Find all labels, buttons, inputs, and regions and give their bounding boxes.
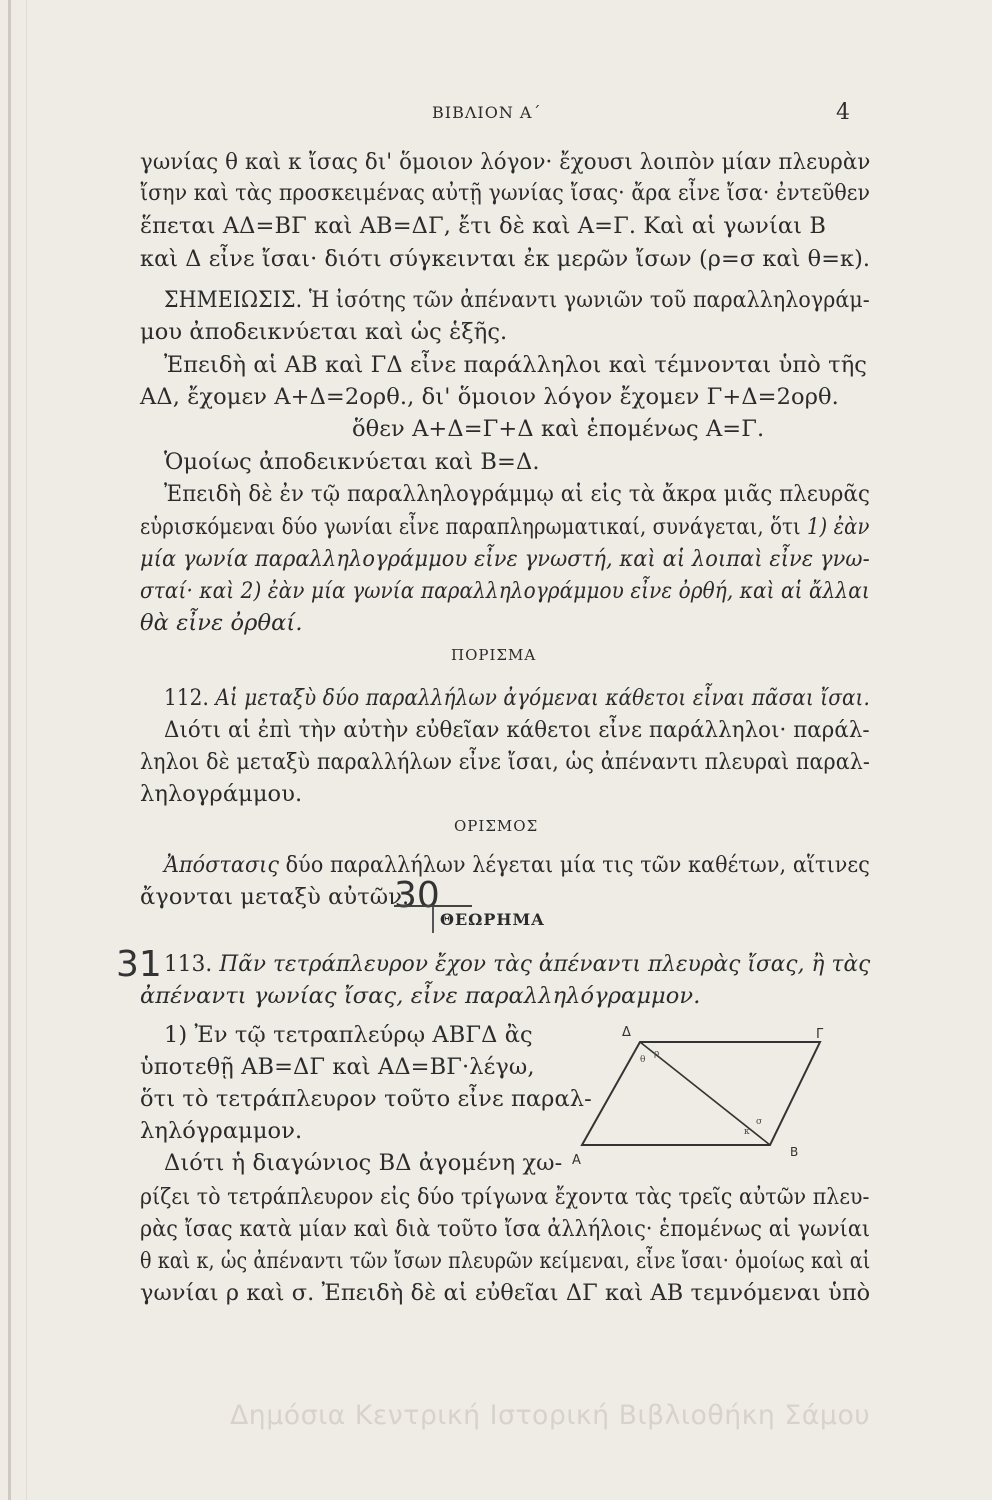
text-line: 1) Ἐν τῷ τετραπλεύρῳ ΑΒΓΔ ἂς (164, 1022, 533, 1048)
text-line: ληλοι δὲ μεταξὺ παραλλήλων εἶνε ἴσαι, ὡς ἀπέναντι πλευραὶ παραλ- (140, 749, 870, 775)
text-line: ἄγονται μεταξὺ αὐτῶν. (140, 884, 410, 910)
text-line: ληλόγραμμον. (140, 1118, 303, 1144)
parallelogram-figure (560, 1020, 850, 1170)
angle-label-rho: ρ (654, 1049, 660, 1059)
text-line: Ὁμοίως ἀποδεικνύεται καὶ Β=Δ. (164, 449, 540, 475)
angle-label-sigma: σ (756, 1117, 763, 1127)
text-line: γωνίαι ρ καὶ σ. Ἐπειδὴ δὲ αἱ εὐθεῖαι ΔΓ καὶ ΑΒ τεμνόμεναι ὑπὸ (140, 1280, 871, 1306)
text-line: μου ἀποδεικνύεται καὶ ὡς ἑξῆς. (140, 319, 508, 345)
library-watermark: Δημόσια Κεντρική Ιστορική Βιβλιοθήκη Σάμου (230, 1400, 871, 1431)
text-line: ρίζει τὸ τετράπλευρον εἰς δύο τρίγωνα ἔχοντα τὰς τρεῖς αὐτῶν πλευ- (140, 1184, 870, 1210)
text-run: δύο παραλλήλων λέγεται μία τις τῶν καθέτων, αἵτινες (278, 852, 870, 878)
text-line: Διότι ἡ διαγώνιος ΒΔ ἀγομένη χω- (164, 1150, 563, 1176)
text-line (164, 852, 870, 878)
running-header: ΒΙΒΛΙΟΝ Α΄ (432, 103, 542, 122)
text-line: ὅθεν Α+Δ=Γ+Δ καὶ ἑπομένως Α=Γ. (352, 416, 765, 442)
text-line: ληλογράμμου. (140, 781, 303, 807)
text-line: ΑΔ, ἔχομεν Α+Δ=2ορθ., δι' ὅμοιον λόγον ἔχομεν Γ+Δ=2ορθ. (140, 384, 839, 410)
diagonal-bd (640, 1042, 770, 1145)
handwritten-mark (432, 907, 434, 933)
text-line: ρὰς ἴσας κατὰ μίαν καὶ διὰ τοῦτο ἴσα ἀλλήλοις· ἑπομένως αἱ γωνίαι (140, 1216, 871, 1242)
text-line: Ἐπειδὴ αἱ ΑΒ καὶ ΓΔ εἶνε παράλληλοι καὶ τέμνονται ὑπὸ τῆς (164, 352, 868, 378)
text-line: ἴσην καὶ τὰς προσκειμένας αὐτῇ γωνίας ἴσας· ἄρα εἶνε ἴσα· ἐντεῦθεν (140, 180, 871, 206)
text-line: ἕπεται ΑΔ=ΒΓ καὶ ΑΒ=ΔΓ, ἔτι δὲ καὶ Α=Γ. Καὶ αἱ γωνίαι Β (140, 213, 826, 239)
article-number: 113. (164, 951, 213, 977)
text-line: Ἐπειδὴ δὲ ἐν τῷ παραλληλογράμμῳ αἱ εἰς τὰ ἄκρα μιᾶς πλευρᾶς (164, 481, 870, 507)
section-heading-theorima: ΘΕΩΡΗΜΑ (440, 910, 545, 929)
angle-label-theta: θ (640, 1055, 646, 1065)
handwritten-annotation: 30 (394, 875, 440, 916)
theorem-statement: Πᾶν τετράπλευρον ἔχον τὰς ἀπέναντι πλευρὰς ἴσας, ἢ τὰς (219, 951, 871, 977)
text-line-italic: σταί· καὶ 2) ἐὰν μία γωνία παραλληλογράμμου εἶνε ὀρθή, καὶ αἱ ἄλλαι (140, 578, 870, 604)
text-run-italic: 1) ἐὰν (800, 514, 870, 540)
section-heading-porisma: ΠΟΡΙΣΜΑ (451, 646, 537, 664)
section-heading-orismos: ΟΡΙΣΜΟΣ (454, 817, 539, 835)
defined-term: Ἀπόστασις (164, 852, 279, 878)
text-line: ὑποτεθῇ ΑΒ=ΔΓ καὶ ΑΔ=ΒΓ·λέγω, (140, 1054, 535, 1080)
corollary-statement: Αἱ μεταξὺ δύο παραλλήλων ἀγόμεναι κάθετοι εἶναι πᾶσαι ἴσαι. (215, 685, 870, 711)
article-number: 112. (164, 685, 209, 711)
text-line-italic: θὰ εἶνε ὀρθαί. (140, 610, 303, 636)
text-line-italic: μία γωνία παραλληλογράμμου εἶνε γνωστή, καὶ αἱ λοιπαὶ εἶνε γνω- (140, 546, 870, 572)
note-heading-line: ΣΗΜΕΙΩΣΙΣ. Ἡ ἰσότης τῶν ἀπέναντι γωνιῶν τοῦ παραλληλογράμ- (164, 287, 870, 313)
text-line: γωνίας θ καὶ κ ἴσας δι' ὅμοιον λόγον· ἔχουσι λοιπὸν μίαν πλευρὰν (140, 149, 871, 175)
text-line-italic: ἀπέναντι γωνίας ἴσας, εἶνε παραλληλόγραμμον. (140, 983, 701, 1009)
page-number: 4 (836, 100, 850, 125)
text-line: Διότι αἱ ἐπὶ τὴν αὐτὴν εὐθεῖαν κάθετοι εἶνε παράλληλοι· παράλ- (164, 717, 870, 743)
vertex-label-delta: Δ (622, 1025, 631, 1040)
vertex-label-beta: Β (790, 1145, 799, 1159)
text-line: θ καὶ κ, ὡς ἀπέναντι τῶν ἴσων πλευρῶν κείμεναι, εἶνε ἴσαι· ὁμοίως καὶ αἱ (140, 1248, 871, 1274)
vertex-label-alpha: Α (572, 1153, 581, 1168)
angle-label-kappa: κ (744, 1127, 750, 1137)
vertex-label-gamma: Γ (816, 1027, 824, 1042)
text-line: ὅτι τὸ τετράπλευρον τοῦτο εἶνε παραλ- (140, 1086, 592, 1112)
text-line (164, 951, 870, 977)
page-fold-line (26, 0, 27, 1500)
text-run: εὑρισκόμεναι δύο γωνίαι εἶνε παραπληρωματικαί, συνάγεται, ὅτι (140, 514, 801, 540)
parallelogram-outline (582, 1042, 820, 1145)
text-line (164, 685, 870, 711)
text-line (140, 514, 870, 540)
handwritten-annotation: 31 (116, 944, 162, 985)
text-line: καὶ Δ εἶνε ἴσαι· διότι σύγκεινται ἐκ μερῶν ἴσων (ρ=σ καὶ θ=κ). (140, 246, 871, 272)
page-fold-shadow (8, 0, 11, 1500)
